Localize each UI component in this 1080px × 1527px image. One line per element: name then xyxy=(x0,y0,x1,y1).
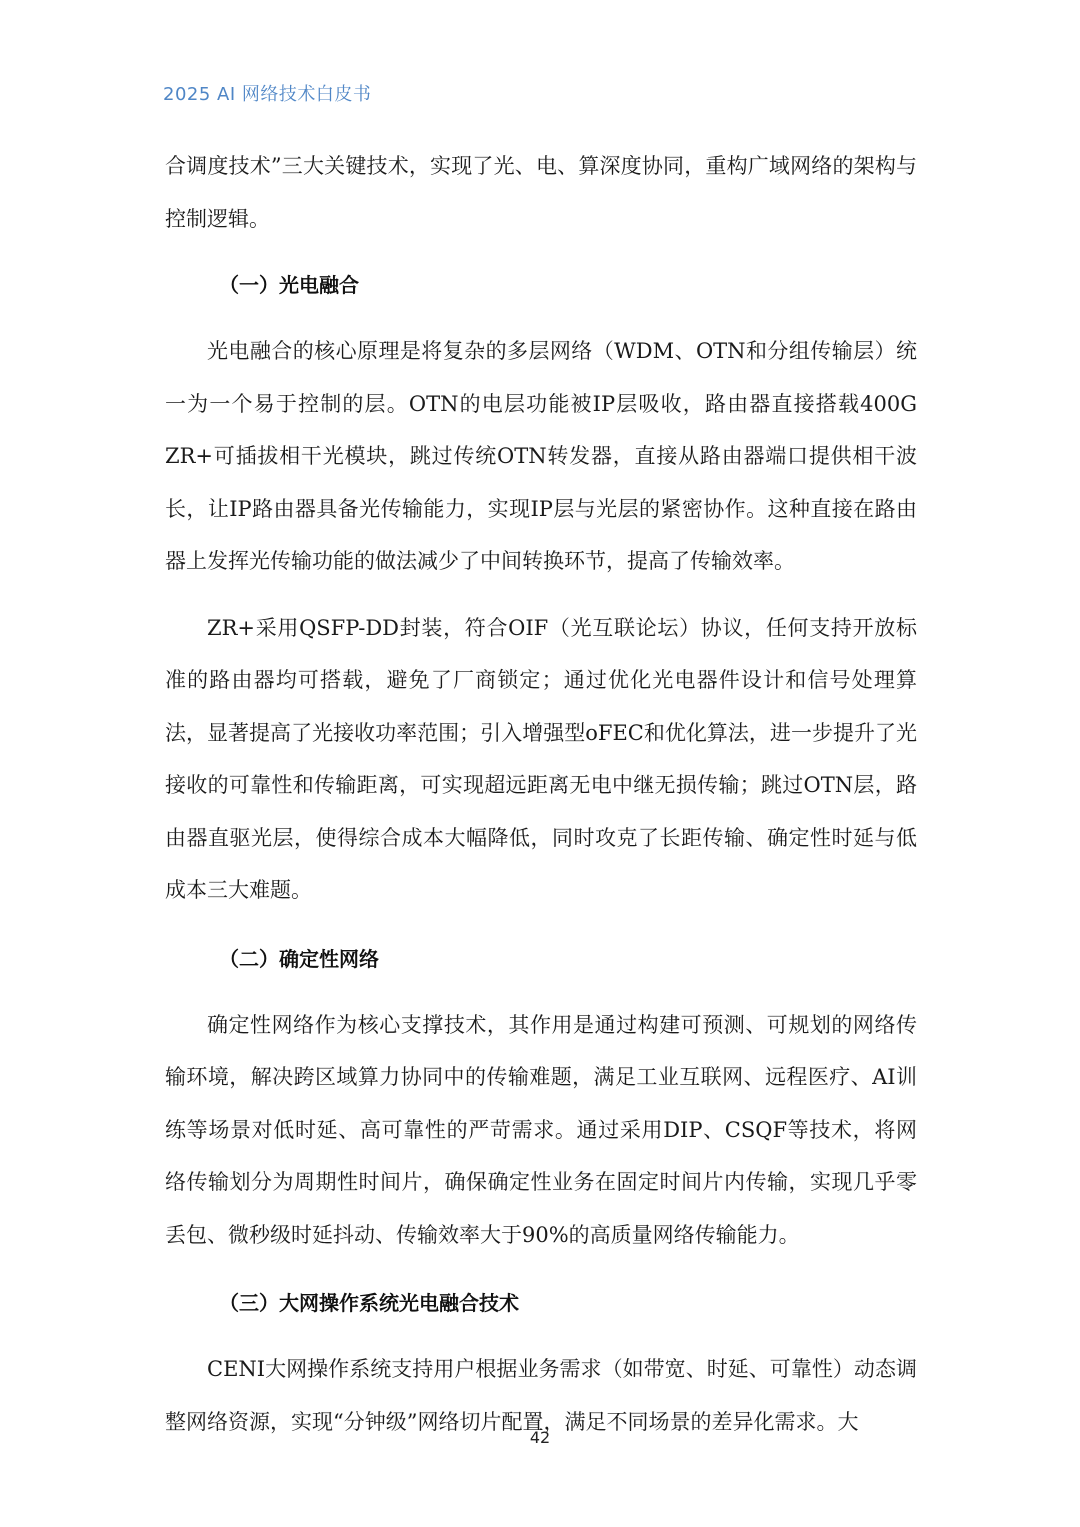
page-content xyxy=(165,140,917,1448)
running-header-title: 2025 AI 网络技术白皮书 xyxy=(163,84,372,105)
section-heading-optoelectronic-fusion: （一）光电融合 xyxy=(219,273,359,297)
paragraph-deterministic-network: 确定性网络作为核心支撑技术，其作用是通过构建可预测、可规划的网络传输环境，解决跨区域算力协同中的传输难题，满足工业互联网、远程医疗、AI训练等场景对低时延、高可靠性的严苛需求。通过采用DIP、CSQF等技术，将网络传输划分为周期性时间片，确保确定性业务在固定时间片内传输，实现几乎零丢包、微秒级时延抖动、传输效率大于90%的高质量网络传输能力。 xyxy=(165,1012,917,1247)
paragraph-ceni-os: CENI大网操作系统支持用户根据业务需求（如带宽、时延、可靠性）动态调整网络资源，实现“分钟级”网络切片配置，满足不同场景的差异化需求。大 xyxy=(165,1357,917,1434)
paragraph-fusion-principle: 光电融合的核心原理是将复杂的多层网络（WDM、OTN和分组传输层）统一为一个易于控制的层。OTN的电层功能被IP层吸收，路由器直接搭载400G ZR+可插拔相干光模块，跳过传统OTN转发器，直接从路由器端口提供相干波长，让IP路由器具备光传输能力，实现IP层与光层的紧密协作。这种直接在路由器上发挥光传输功能的做法减少了中间转换环节，提高了传输效率。 xyxy=(165,339,917,573)
page-number: 42 xyxy=(529,1428,551,1447)
section-heading-deterministic-network: （二）确定性网络 xyxy=(219,946,379,971)
section-heading-network-os: （三）大网操作系统光电融合技术 xyxy=(219,1291,519,1315)
paragraph-continued: 合调度技术”三大关键技术，实现了光、电、算深度协同，重构广域网络的架构与控制逻辑。 xyxy=(165,154,917,231)
paragraph-zr-plus: ZR+采用QSFP-DD封装，符合OIF（光互联论坛）协议，任何支持开放标准的路由器均可搭载，避免了厂商锁定；通过优化光电器件设计和信号处理算法，显著提高了光接收功率范围；引入增强型oFEC和优化算法，进一步提升了光接收的可靠性和传输距离，可实现超远距离无电中继无损传输；跳过OTN层，路由器直驱光层，使得综合成本大幅降低，同时攻克了长距传输、确定性时延与低成本三大难题。 xyxy=(165,615,917,902)
